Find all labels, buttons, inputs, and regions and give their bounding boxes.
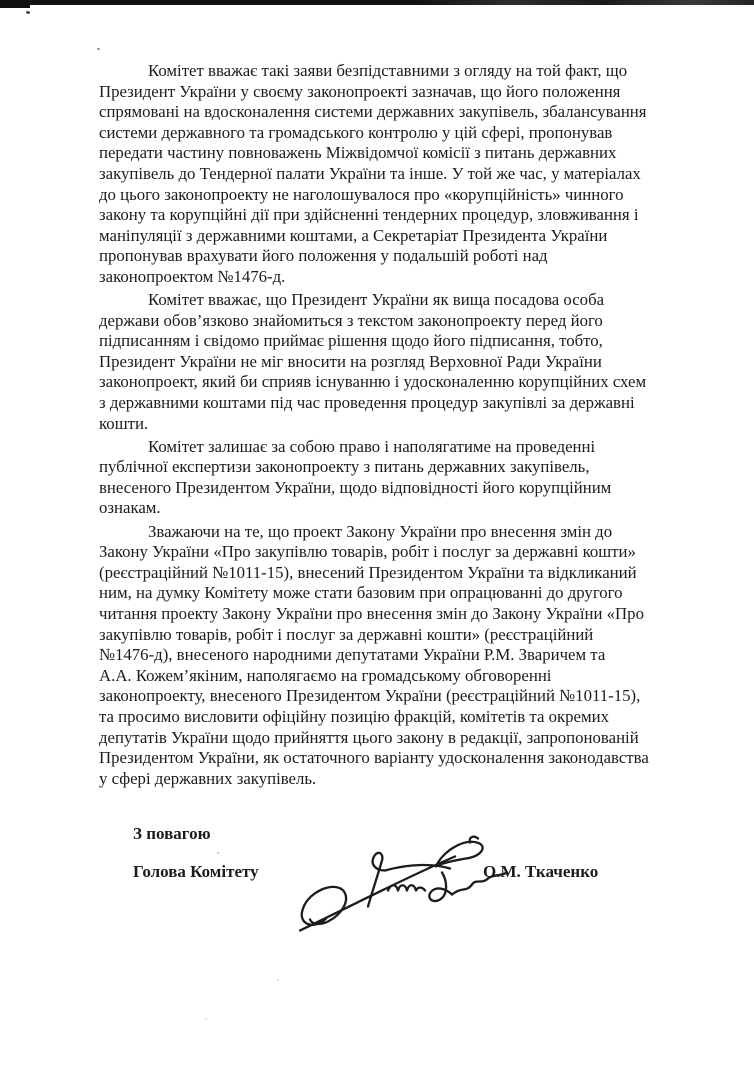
text-line: та просимо висловити офіційну позицію фракцій, комітетів та окремих bbox=[99, 706, 609, 726]
text-line: з державними коштами під час проведення процедур закупівлі за державні bbox=[99, 393, 635, 412]
text-line: передати частину повноважень Міжвідомчої комісії з питань державних bbox=[99, 143, 617, 163]
scan-edge-corner-artifact bbox=[0, 0, 30, 8]
signer-title: Голова Комітету bbox=[133, 862, 259, 881]
text-line: публічної експертизи законопроекту з питань державних закупівель, bbox=[99, 457, 590, 477]
text-line: Президентом України, як остаточного варіанту удосконалення законодавства bbox=[99, 748, 649, 768]
text-line: (реєстраційний №1011-15), внесений Президентом України та відкликаний bbox=[99, 562, 637, 582]
text-line: спрямовані на вдосконалення системи державних закупівель, збалансування bbox=[99, 102, 647, 122]
text-line: №1476-д), внесеного народними депутатами України Р.М. Зваричем та bbox=[99, 645, 606, 665]
text-line: Президент України у своєму законопроекті зазначав, що його положення bbox=[99, 81, 621, 101]
text-line: Комітет вважає такі заяви безпідставними з огляду на той факт, що bbox=[148, 61, 628, 80]
scan-speck bbox=[205, 1018, 207, 1020]
text-line: ознакам. bbox=[99, 498, 161, 518]
text-line: Зважаючи на те, що проект Закону України про внесення змін до bbox=[148, 521, 613, 541]
text-line: законопроектом №1476-д. bbox=[99, 266, 286, 286]
scan-edge-artifact bbox=[0, 0, 754, 5]
text-line: А.А. Кожем’якіним, наполягаємо на громадському обговоренні bbox=[99, 665, 552, 685]
text-line: у сфері державних закупівель. bbox=[99, 768, 317, 788]
handwritten-signature-icon bbox=[292, 832, 522, 937]
text-line: пропонував врахувати його положення у подальшій роботі над bbox=[99, 246, 548, 266]
text-line: Комітет вважає, що Президент України як вища посадова особа bbox=[148, 290, 605, 310]
text-line: держави обов’язково знайомиться з текстом законопроекту перед його bbox=[99, 310, 603, 330]
text-line: внесеного Президентом України, щодо відповідності його корупційним bbox=[99, 477, 612, 497]
text-line: закону та корупційні дії при здійсненні тендерних процедур, зловживання і bbox=[99, 205, 639, 225]
text-line: закупівлю товарів, робіт і послуг за державні кошти» (реєстраційний bbox=[99, 624, 594, 644]
text-line: Президент України не міг вносити на розгляд Верховної Ради України bbox=[99, 351, 602, 371]
signer-name: О.М. Ткаченко bbox=[483, 862, 599, 881]
paragraph bbox=[99, 61, 688, 288]
text-line: Комітет залишає за собою право і наполягатиме на проведенні bbox=[148, 436, 596, 456]
text-line: законопроект, який би сприяв існуванню і удосконаленню корупційних схем bbox=[99, 372, 647, 392]
paragraph bbox=[99, 290, 688, 434]
text-line: до цього законопроекту не наголошувалося про «корупційність» чинного bbox=[99, 184, 624, 204]
text-line: підписанням і свідомо приймає рішення щодо його підписання, тобто, bbox=[99, 331, 603, 351]
scan-speck bbox=[277, 979, 279, 981]
text-line: ним, на думку Комітету може стати базовим при опрацюванні до другого bbox=[99, 583, 623, 603]
signature-image bbox=[292, 832, 522, 937]
text-line: законопроекту, внесеного Президентом України (реєстраційний №1011-15), bbox=[99, 686, 641, 706]
text-line: кошти. bbox=[99, 413, 149, 433]
document-body bbox=[99, 61, 688, 792]
text-line: читання проекту Закону України про внесення змін до Закону України «Про bbox=[99, 603, 644, 623]
scan-speck bbox=[217, 852, 219, 854]
closing-salutation: З повагою bbox=[133, 824, 211, 843]
paragraph bbox=[99, 437, 688, 519]
text-line: системи державного та громадського контролю у цій сфері, пропонував bbox=[99, 122, 613, 142]
scan-speck bbox=[26, 10, 31, 14]
text-line: маніпуляції з державними коштами, а Секретаріат Президента України bbox=[99, 225, 608, 245]
text-line: закупівель до Тендерної палати України та інше. У той же час, у матеріалах bbox=[99, 163, 641, 183]
paragraph bbox=[99, 522, 688, 790]
scan-speck bbox=[97, 48, 100, 50]
text-line: Закону України «Про закупівлю товарів, робіт і послуг за державні кошти» bbox=[99, 542, 636, 562]
text-line: депутатів України щодо прийняття цього закону в редакції, запропонованій bbox=[99, 727, 639, 747]
